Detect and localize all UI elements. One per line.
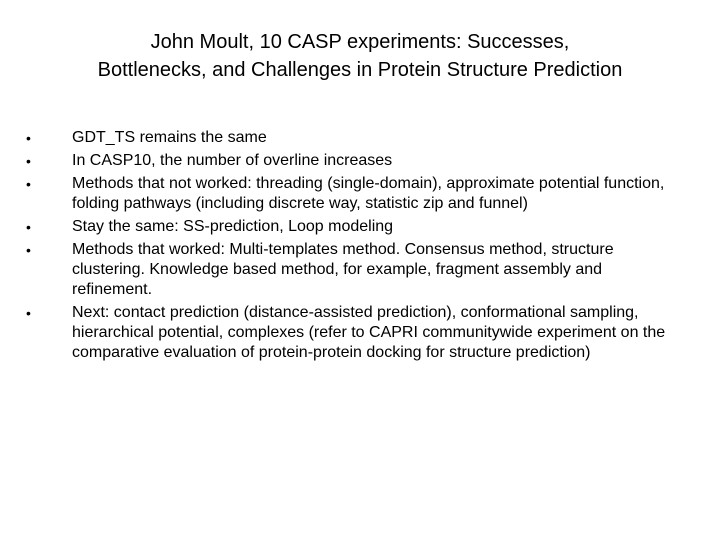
bullet-item-casp10: [26, 151, 686, 171]
bullet-item-gdt-ts: [26, 128, 686, 148]
bullet-icon: •: [26, 176, 31, 192]
bullet-text: GDT_TS remains the same: [72, 129, 267, 146]
bullet-icon: •: [26, 153, 31, 169]
bullet-list: [26, 128, 686, 366]
bullet-item-methods-worked: [26, 240, 686, 300]
bullet-text: In CASP10, the number of overline increases: [72, 152, 393, 169]
bullet-icon: •: [26, 219, 31, 235]
title-line-1: John Moult, 10 CASP experiments: Successes,: [150, 31, 570, 53]
bullet-text: Methods that worked: Multi-templates method. Consensus method, structure clustering. Knowledge based method, for example, fragment assembly and refinement.: [72, 241, 614, 298]
bullet-item-methods-not-worked: [26, 174, 686, 214]
bullet-icon: •: [26, 242, 31, 258]
bullet-icon: •: [26, 130, 31, 146]
bullet-text: Methods that not worked: threading (single-domain), approximate potential function, folding pathways (including discrete way, statistic zip and funnel): [72, 175, 665, 212]
slide-title: [20, 28, 700, 84]
title-line-2: Bottlenecks, and Challenges in Protein Structure Prediction: [97, 59, 623, 81]
bullet-text: Stay the same: SS-prediction, Loop modeling: [72, 218, 394, 235]
bullet-icon: •: [26, 305, 31, 321]
bullet-item-stay-same: [26, 217, 686, 237]
bullet-item-next: [26, 303, 686, 363]
bullet-text: Next: contact prediction (distance-assisted prediction), conformational sampling, hierarchical potential, complexes (refer to CAPRI communitywide experiment on the comparative evaluation of protein-protein docking for structure prediction): [72, 304, 666, 361]
